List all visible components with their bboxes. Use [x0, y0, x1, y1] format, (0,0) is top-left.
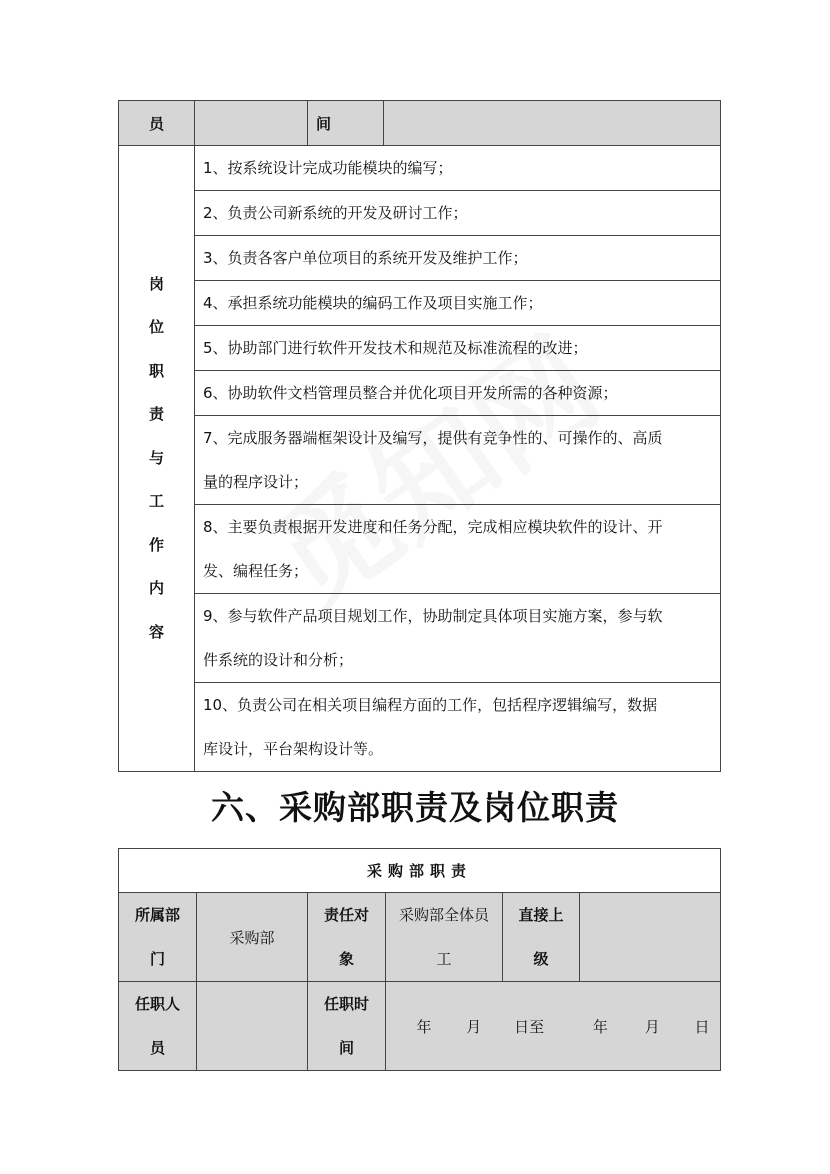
- duty-item: [195, 416, 721, 505]
- job-duty-table: [118, 100, 721, 772]
- dept-value: 采购部: [197, 893, 308, 982]
- term-dates: [386, 982, 721, 1071]
- label-line: 间: [338, 1039, 354, 1057]
- table-row: [119, 236, 721, 281]
- table-row: [119, 371, 721, 416]
- top-row-cell-4: [384, 101, 721, 146]
- target-label: [308, 893, 386, 982]
- date-part: 月: [644, 1017, 660, 1036]
- duty-line: 7、完成服务器端框架设计及编写，提供有竞争性的、可操作的、高质: [203, 429, 663, 447]
- person-label: [119, 982, 197, 1071]
- side-char: 职: [148, 361, 164, 380]
- duty-item: [195, 505, 721, 594]
- date-part: 日: [694, 1017, 710, 1036]
- value-line: 工: [436, 950, 452, 968]
- table-row: [119, 594, 721, 683]
- date-part: 日至: [514, 1017, 545, 1036]
- section-heading: 六、采购部职责及岗位职责: [211, 788, 619, 827]
- label-line: 员: [149, 1039, 165, 1057]
- person-value: [197, 982, 308, 1071]
- superior-value: [580, 893, 721, 982]
- date-part: 年: [592, 1017, 608, 1036]
- table-row: [119, 146, 721, 191]
- duty-line: 9、参与软件产品项目规划工作，协助制定具体项目实施方案，参与软: [203, 607, 663, 625]
- side-char: 岗: [148, 274, 164, 293]
- duty-item: 4、承担系统功能模块的编码工作及项目实施工作；: [195, 281, 721, 326]
- side-char: 内: [148, 579, 164, 598]
- label-line: 级: [533, 950, 549, 968]
- duty-item: 1、按系统设计完成功能模块的编写；: [195, 146, 721, 191]
- duty-item: 3、负责各客户单位项目的系统开发及维护工作；: [195, 236, 721, 281]
- duty-item: 6、协助软件文档管理员整合并优化项目开发所需的各种资源；: [195, 371, 721, 416]
- table-row: [119, 326, 721, 371]
- duty-line: 发、编程任务；: [203, 562, 309, 580]
- date-part: 月: [466, 1017, 482, 1036]
- table-row: [119, 683, 721, 772]
- time-label: [308, 982, 386, 1071]
- side-char: 作: [148, 535, 164, 554]
- table-row: [119, 893, 721, 982]
- duty-item: [195, 594, 721, 683]
- label-line: 门: [149, 950, 165, 968]
- purchasing-duty-table: [118, 848, 721, 1071]
- side-char: 责: [148, 405, 164, 424]
- target-value: [386, 893, 503, 982]
- duty-line: 量的程序设计；: [203, 473, 309, 491]
- duty-item: [195, 683, 721, 772]
- top-row-cell-2: [195, 101, 308, 146]
- table-row: [119, 281, 721, 326]
- side-char: 与: [148, 448, 164, 467]
- duty-line: 件系统的设计和分析；: [203, 651, 354, 669]
- duty-line: 10、负责公司在相关项目编程方面的工作，包括程序逻辑编写，数据: [203, 696, 658, 714]
- side-char: 容: [148, 622, 164, 641]
- label-line: 责任对: [323, 906, 369, 924]
- side-label-duties: [119, 146, 195, 772]
- superior-label: [503, 893, 580, 982]
- table-row: [119, 505, 721, 594]
- dept-label: [119, 893, 197, 982]
- duty-line: 8、主要负责根据开发进度和任务分配，完成相应模块软件的设计、开: [203, 518, 663, 536]
- label-line: 象: [338, 950, 354, 968]
- side-char: 位: [148, 318, 164, 337]
- value-line: 采购部全体员: [398, 906, 489, 924]
- table-row: [119, 101, 721, 146]
- table-row: [119, 416, 721, 505]
- top-row-cell-3: 间: [308, 101, 384, 146]
- duty-item: 5、协助部门进行软件开发技术和规范及标准流程的改进；: [195, 326, 721, 371]
- side-char: 工: [148, 492, 164, 511]
- label-line: 所属部: [134, 906, 180, 924]
- label-line: 任职人: [134, 995, 180, 1013]
- top-row-cell-1: 员: [119, 101, 195, 146]
- table-row: [119, 849, 721, 893]
- label-line: 直接上: [518, 906, 564, 924]
- duty-item: 2、负责公司新系统的开发及研讨工作；: [195, 191, 721, 236]
- table-title: 采购部职责: [119, 849, 721, 893]
- label-line: 任职时: [323, 995, 369, 1013]
- duty-line: 库设计，平台架构设计等。: [203, 740, 384, 758]
- date-part: 年: [416, 1017, 432, 1036]
- table-row: [119, 191, 721, 236]
- table-row: [119, 982, 721, 1071]
